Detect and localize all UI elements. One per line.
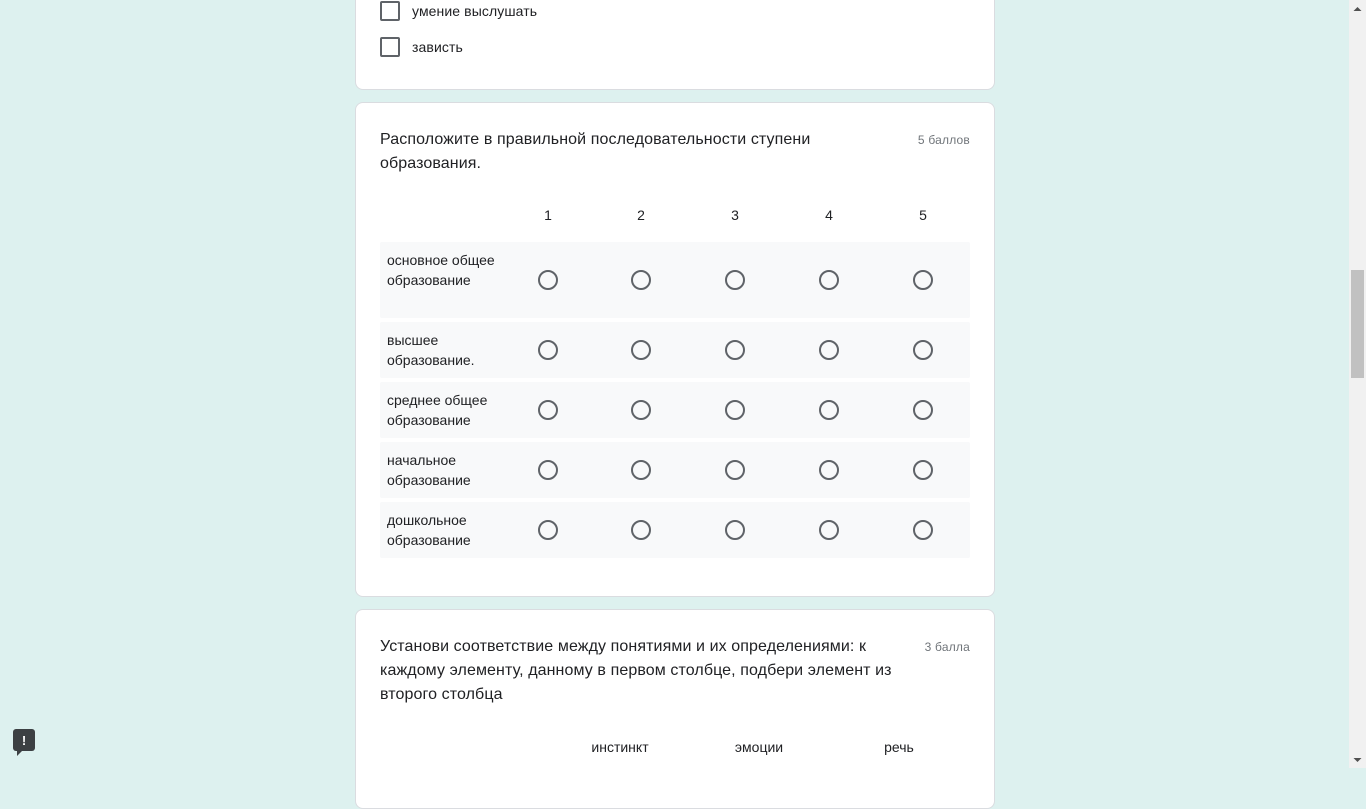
- radio-button[interactable]: [725, 460, 745, 480]
- grid-row-label: основное общее образование: [387, 252, 495, 288]
- grid-row-label: дошкольное образование: [387, 512, 471, 548]
- grid-row: [380, 382, 970, 438]
- checkbox-question-card: [355, 0, 995, 90]
- radio-button[interactable]: [819, 520, 839, 540]
- radio-button[interactable]: [631, 520, 651, 540]
- grid-row-label: начальное образование: [387, 452, 471, 488]
- checkbox-option-listen[interactable]: [380, 0, 537, 22]
- matching-column-label: эмоции: [734, 739, 784, 755]
- question-points: 5 баллов: [917, 133, 970, 147]
- matching-column-label: речь: [884, 739, 914, 755]
- radio-button[interactable]: [725, 270, 745, 290]
- radio-button[interactable]: [631, 400, 651, 420]
- grid-column-label: 4: [825, 207, 833, 223]
- grid-column-label: 5: [919, 207, 927, 223]
- vertical-scrollbar[interactable]: [1349, 0, 1366, 768]
- radio-button[interactable]: [819, 340, 839, 360]
- radio-button[interactable]: [725, 340, 745, 360]
- checkbox-option-label: умение выслушать: [412, 3, 538, 19]
- radio-button[interactable]: [913, 340, 933, 360]
- question-title: Расположите в правильной последовательности ступени образования.: [380, 131, 811, 172]
- radio-button[interactable]: [538, 520, 558, 540]
- grid-row-label: высшее образование.: [387, 332, 475, 368]
- grid-row: [380, 242, 970, 318]
- radio-button[interactable]: [725, 400, 745, 420]
- radio-button[interactable]: [538, 270, 558, 290]
- grid-row: [380, 322, 970, 378]
- grid-row-label: среднее общее образование: [387, 392, 488, 428]
- feedback-button[interactable]: [13, 729, 35, 751]
- scrollbar-thumb[interactable]: [1351, 270, 1364, 378]
- grid-column-label: 3: [731, 207, 739, 223]
- radio-button[interactable]: [538, 400, 558, 420]
- checkbox-icon[interactable]: [380, 37, 400, 57]
- checkbox-icon[interactable]: [380, 1, 400, 21]
- question-points: 3 балла: [924, 640, 970, 654]
- grid-column-label: 1: [544, 207, 552, 223]
- radio-button[interactable]: [538, 460, 558, 480]
- radio-button[interactable]: [819, 460, 839, 480]
- exclamation-icon: !: [21, 732, 27, 748]
- radio-button[interactable]: [819, 400, 839, 420]
- grid-row: [380, 442, 970, 498]
- grid-question-card: [355, 102, 995, 597]
- radio-button[interactable]: [913, 520, 933, 540]
- radio-button[interactable]: [631, 270, 651, 290]
- radio-button[interactable]: [913, 270, 933, 290]
- radio-button[interactable]: [819, 270, 839, 290]
- radio-button[interactable]: [725, 520, 745, 540]
- radio-button[interactable]: [631, 340, 651, 360]
- scroll-up-arrow-icon[interactable]: [1349, 0, 1366, 17]
- matching-column-label: инстинкт: [591, 739, 649, 755]
- scroll-down-arrow-icon[interactable]: [1349, 751, 1366, 768]
- matching-question-card: [355, 609, 995, 809]
- radio-button[interactable]: [631, 460, 651, 480]
- checkbox-option-label: зависть: [412, 39, 463, 55]
- grid-row: [380, 502, 970, 558]
- radio-button[interactable]: [913, 460, 933, 480]
- grid-column-label: 2: [637, 207, 645, 223]
- question-title: Установи соответствие между понятиями и их определениями: к каждому элементу, данному в первом столбце, подбери элемент из второго столбца: [380, 638, 892, 703]
- radio-button[interactable]: [538, 340, 558, 360]
- grid-column-headers: [380, 207, 970, 227]
- checkbox-option-envy[interactable]: [380, 36, 463, 58]
- radio-button[interactable]: [913, 400, 933, 420]
